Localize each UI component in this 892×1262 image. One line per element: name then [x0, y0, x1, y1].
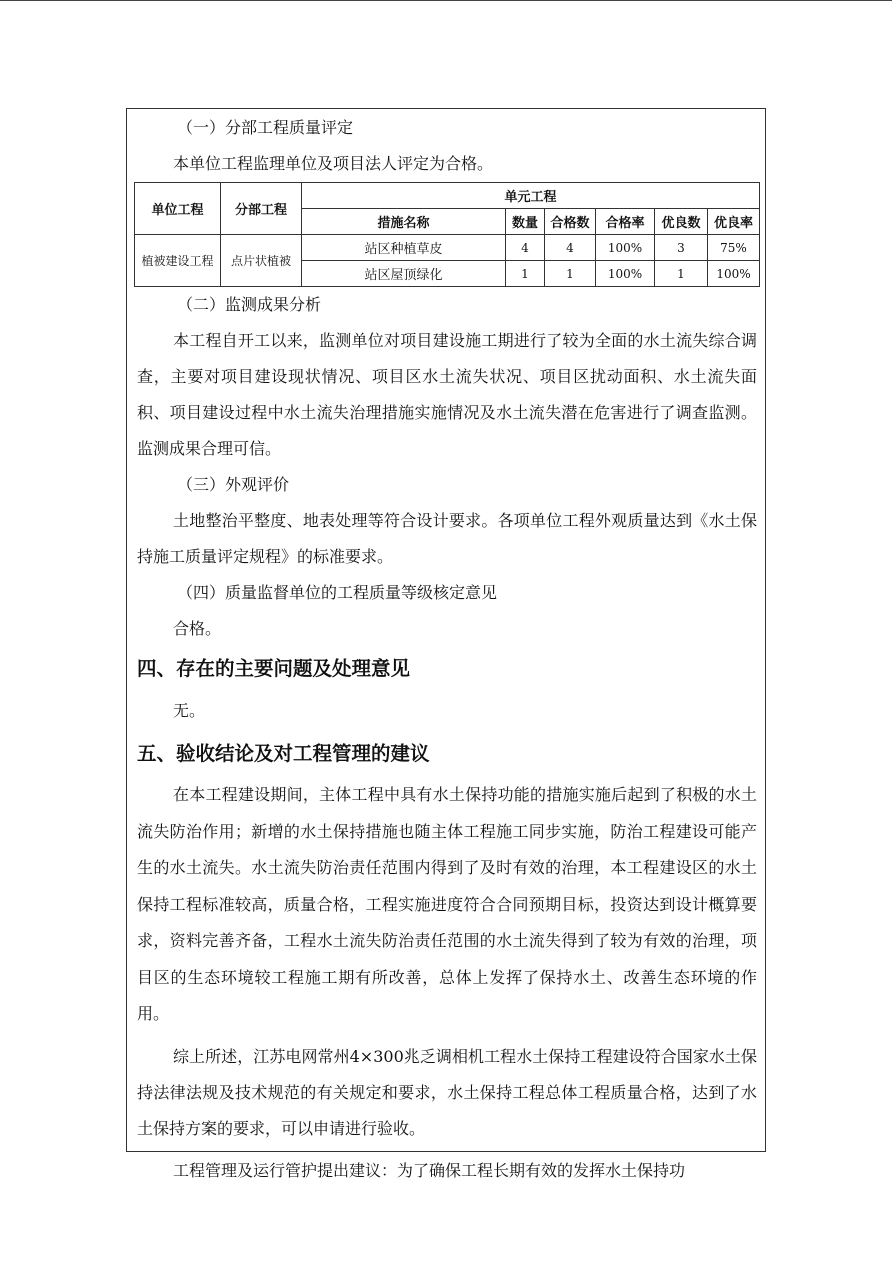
section-three-title: （三）外观评价: [177, 475, 290, 494]
chapter-five-paragraph-2: 综上所述，江苏电网常州4×300兆乏调相机工程水土保持工程建设符合国家水土保持法律法规及技术规范的有关规定和要求，水土保持工程总体工程质量合格，达到了水土保持方案的要求，可以申请进行验收。: [137, 1046, 757, 1138]
section-one-text: 本单位工程监理单位及项目法人评定为合格。: [173, 154, 494, 173]
cell-sub-project: 点片状植被: [221, 235, 302, 287]
section-four-title: （四）质量监督单位的工程质量等级核定意见: [177, 583, 498, 602]
section-four-text: 合格。: [173, 619, 222, 638]
chapter-five-paragraph-3: 工程管理及运行管护提出建议：为了确保工程长期有效的发挥水土保持功: [173, 1160, 686, 1180]
section-two-title: （二）监测成果分析: [177, 295, 322, 314]
section-two-text: 本工程自开工以来，监测单位对项目建设施工期进行了较为全面的水土流失综合调查，主要对项目建设现状情况、项目区水土流失状况、项目区扰动面积、水土流失面积、项目建设过程中水土流失治理措施实施情况及水土流失潜在危害进行了调查监测。监测成果合理可信。: [137, 331, 757, 458]
quality-assessment-table: [134, 182, 760, 287]
cell-qualified: 1: [545, 261, 596, 287]
header-count: 数量: [506, 209, 545, 235]
page-top-rule: [0, 0, 892, 1]
section-three-text: 土地整治平整度、地表处理等符合设计要求。各项单位工程外观质量达到《水土保持施工质量评定规程》的标准要求。: [137, 511, 757, 566]
chapter-four-title: 四、存在的主要问题及处理意见: [137, 657, 411, 680]
header-excellent-count: 优良数: [655, 209, 708, 235]
header-qualified-count: 合格数: [545, 209, 596, 235]
cell-measure: 站区种植草皮: [302, 235, 506, 261]
header-qualified-rate: 合格率: [596, 209, 655, 235]
section-one-title: （一）分部工程质量评定: [177, 118, 354, 137]
chapter-four-text: 无。: [173, 701, 206, 720]
header-sub-project: 分部工程: [221, 183, 302, 235]
header-excellent-rate: 优良率: [708, 209, 760, 235]
cell-qualified-rate: 100%: [596, 235, 655, 261]
cell-measure: 站区屋顶绿化: [302, 261, 506, 287]
header-unit-project: 单位工程: [135, 183, 221, 235]
table-row: [135, 235, 760, 261]
document-frame: [126, 108, 766, 1180]
cell-excellent: 3: [655, 235, 708, 261]
cell-qualified: 4: [545, 235, 596, 261]
header-measure-name: 措施名称: [302, 209, 506, 235]
cell-excellent-rate: 75%: [708, 235, 760, 261]
chapter-five-paragraph-1: 在本工程建设期间，主体工程中具有水土保持功能的措施实施后起到了积极的水土流失防治作用；新增的水土保持措施也随主体工程施工同步实施，防治工程建设可能产生的水土流失。水土流失防治责任范围内得到了及时有效的治理，本工程建设区的水土保持工程标准较高，质量合格，工程实施进度符合合同预期目标，投资达到设计概算要求，资料完善齐备，工程水土流失防治责任范围的水土流失得到了较为有效的治理，项目区的生态环境较工程施工期有所改善，总体上发挥了保持水土、改善生态环境的作用。: [137, 785, 757, 1023]
cell-qualified-rate: 100%: [596, 261, 655, 287]
header-element-project: 单元工程: [302, 183, 760, 209]
chapter-five-title: 五、验收结论及对工程管理的建议: [137, 742, 430, 765]
cell-unit-project: 植被建设工程: [135, 235, 221, 287]
document-content: [137, 109, 757, 1189]
cell-excellent-rate: 100%: [708, 261, 760, 287]
cell-count: 1: [506, 261, 545, 287]
cell-excellent: 1: [655, 261, 708, 287]
cell-count: 4: [506, 235, 545, 261]
